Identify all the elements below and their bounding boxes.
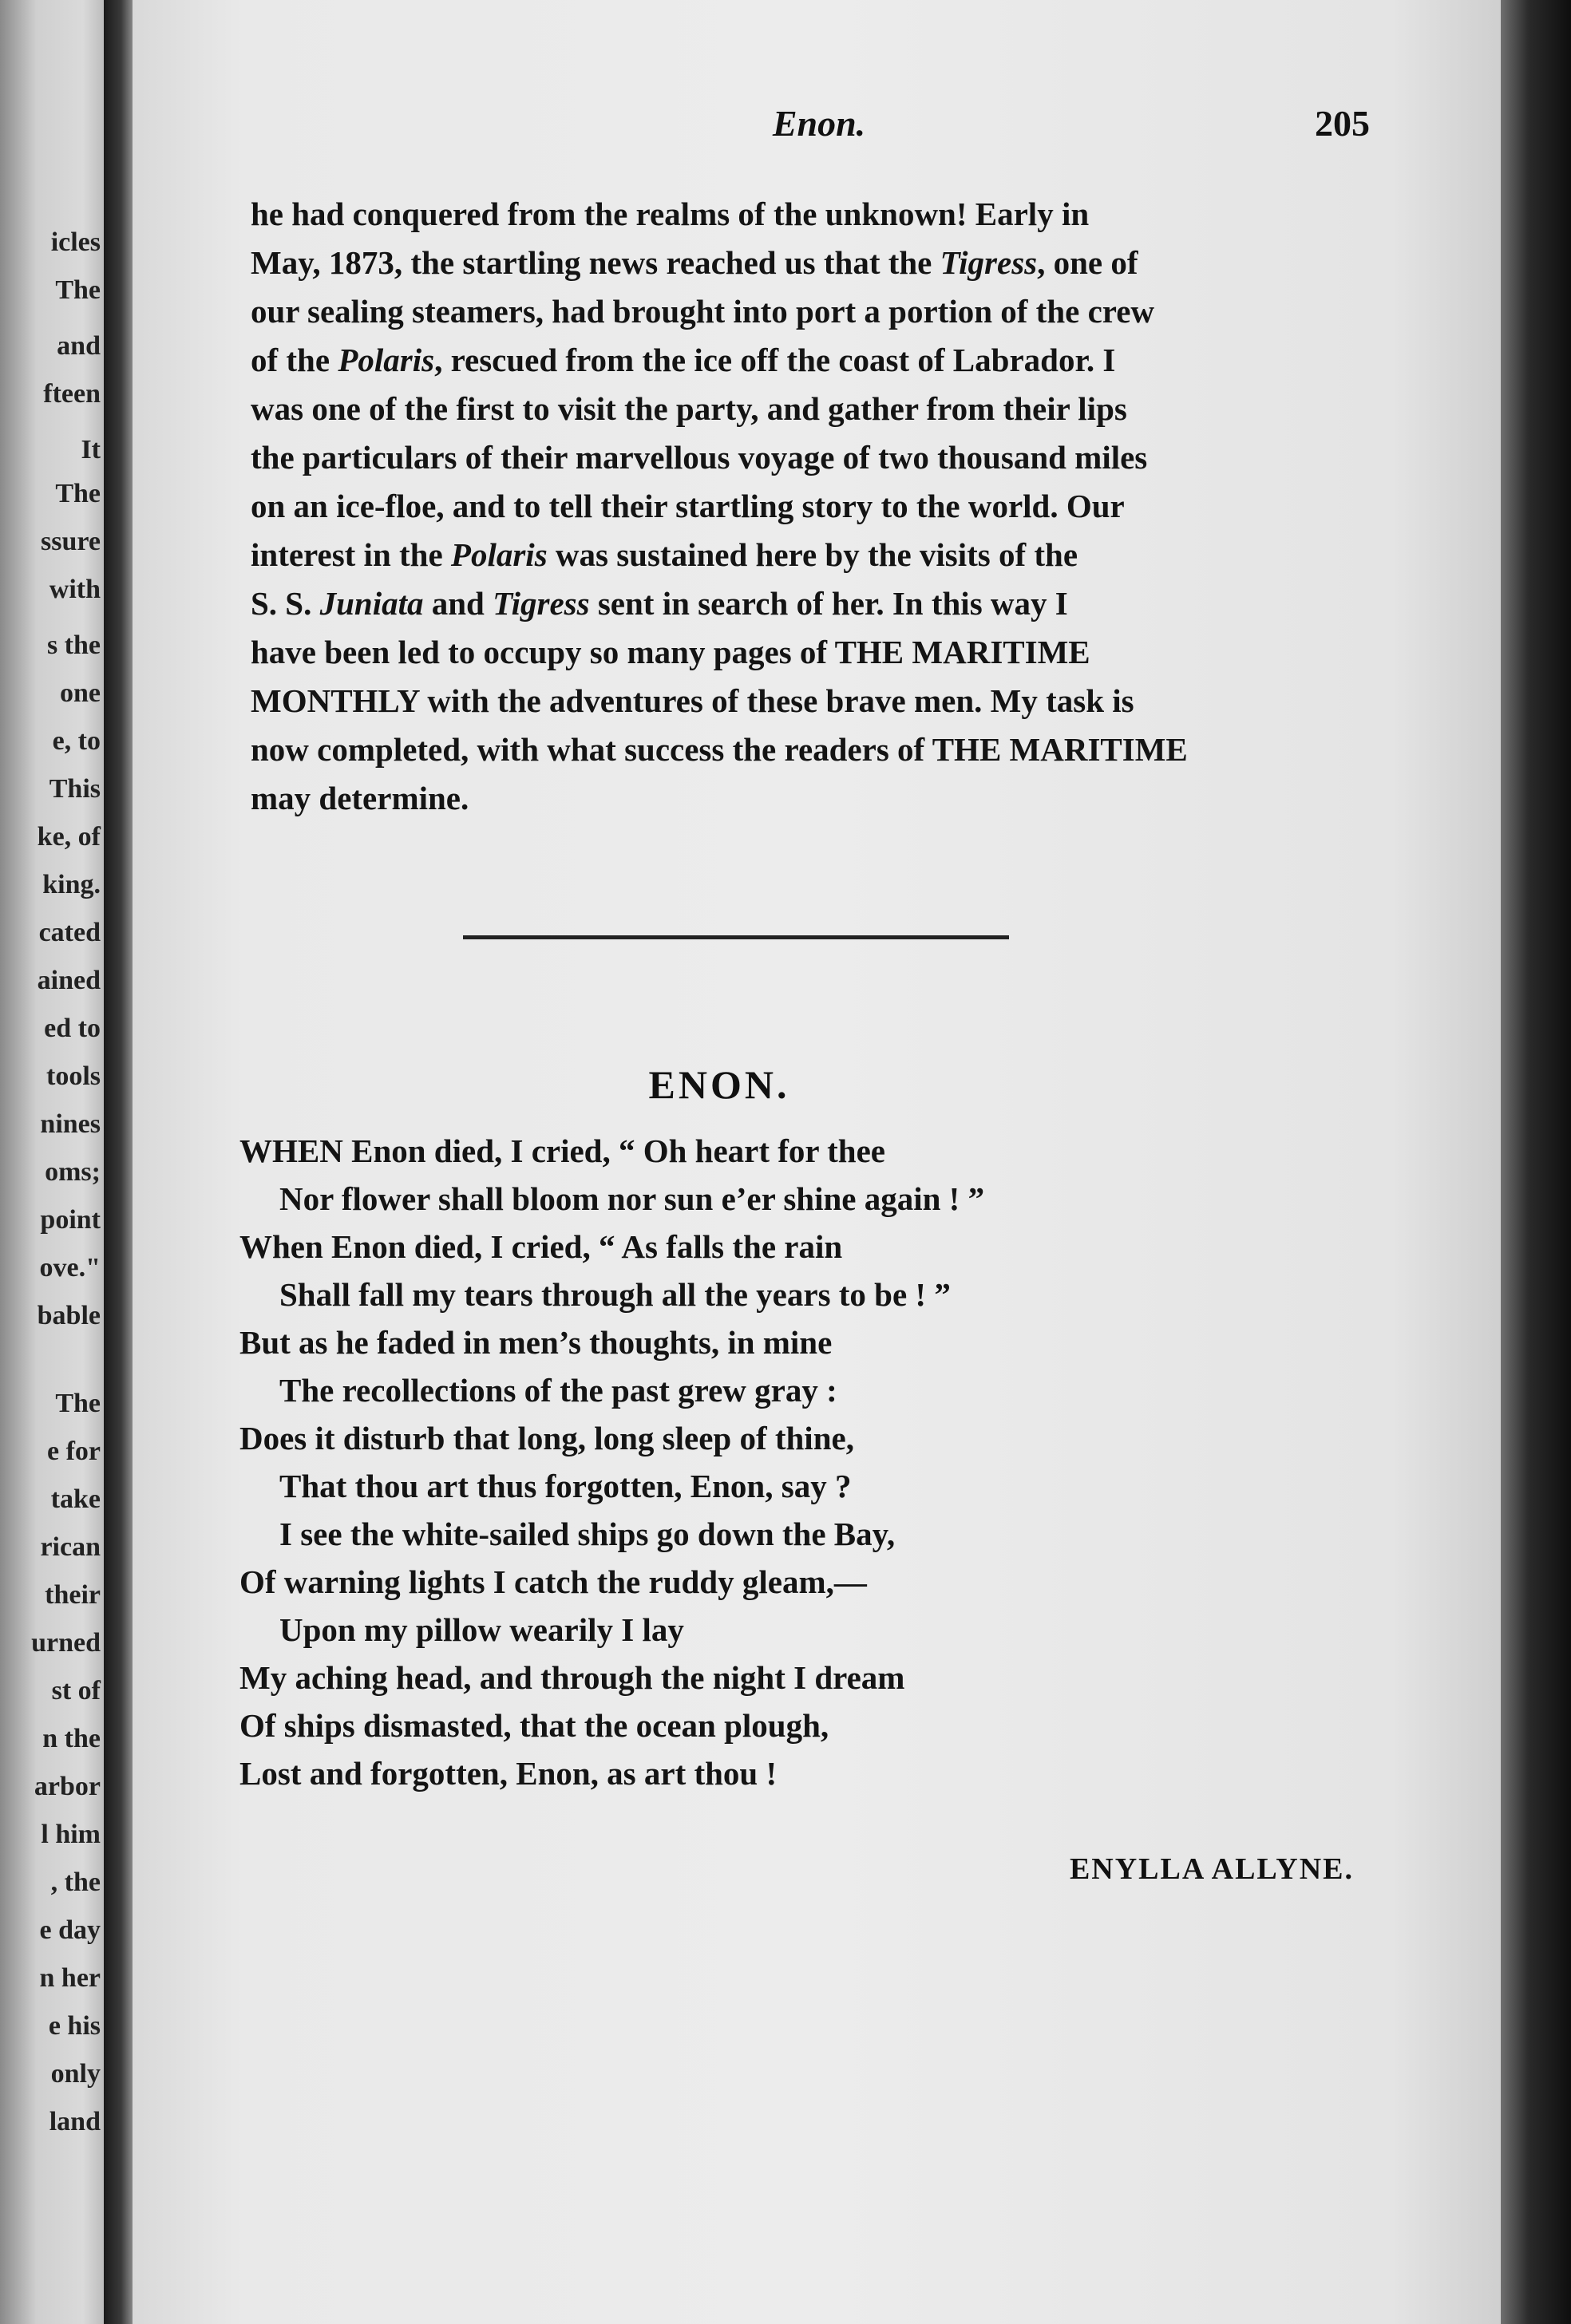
prose-line: was one of the first to visit the party, and gather from their lips bbox=[251, 390, 1127, 427]
adjacent-page-text-fragment: n her bbox=[39, 1963, 101, 1993]
poem-line: Nor flower shall bloom nor sun e’er shine again ! ” bbox=[279, 1180, 985, 1217]
prose-line: may determine. bbox=[251, 780, 469, 816]
poem-line: Does it disturb that long, long sleep of thine, bbox=[239, 1420, 854, 1456]
adjacent-page-text-fragment: e his bbox=[48, 2011, 101, 2041]
adjacent-page-text-fragment: e for bbox=[46, 1437, 101, 1466]
adjacent-page-text-fragment: and bbox=[57, 331, 101, 361]
adjacent-page-text-fragment: bable bbox=[37, 1301, 101, 1330]
adjacent-page-text-fragment: s the bbox=[46, 630, 101, 660]
poem-line: The recollections of the past grew gray : bbox=[279, 1372, 837, 1409]
prose-line: have been led to occupy so many pages of THE MARITIME bbox=[251, 634, 1090, 670]
prose-line: May, 1873, the startling news reached us that the Tigress, one of bbox=[251, 244, 1138, 281]
adjacent-page-text-fragment: The bbox=[55, 1389, 101, 1418]
prose-line: interest in the Polaris was sustained here by the visits of the bbox=[251, 536, 1078, 573]
adjacent-page-text-fragment: tools bbox=[46, 1061, 101, 1091]
adjacent-page-text-fragment: take bbox=[50, 1484, 101, 1514]
section-divider-rule bbox=[463, 935, 1009, 939]
adjacent-page-text-fragment: arbor bbox=[34, 1772, 101, 1801]
prose-line: of the Polaris, rescued from the ice off the coast of Labrador. I bbox=[251, 342, 1116, 378]
prose-line: S. S. Juniata and Tigress sent in search of her. In this way I bbox=[251, 585, 1068, 622]
adjacent-page-text-fragment: ove." bbox=[39, 1253, 101, 1283]
adjacent-page-text-fragment: ssure bbox=[41, 527, 101, 556]
running-title: Enon. bbox=[772, 103, 866, 144]
adjacent-page-text-fragment: point bbox=[40, 1205, 101, 1235]
prose-line: our sealing steamers, had brought into port a portion of the crew bbox=[251, 293, 1155, 330]
adjacent-page-text-fragment: rican bbox=[40, 1532, 101, 1562]
adjacent-page-text-fragment: nines bbox=[40, 1109, 101, 1139]
poem-line: Of warning lights I catch the ruddy gleam,— bbox=[239, 1563, 867, 1600]
adjacent-page-text-fragment: l him bbox=[41, 1820, 101, 1849]
adjacent-page-text-fragment: e, to bbox=[52, 726, 101, 756]
adjacent-page-text-fragment: The bbox=[55, 479, 101, 508]
adjacent-page-text-fragment: n the bbox=[42, 1724, 101, 1753]
poem-title: ENON. bbox=[648, 1062, 790, 1107]
adjacent-page-text-fragment: their bbox=[45, 1580, 101, 1610]
adjacent-page-text-fragment: only bbox=[50, 2059, 101, 2089]
poem-signature: ENYLLA ALLYNE. bbox=[1069, 1852, 1354, 1886]
poem-line: When Enon died, I cried, “ As falls the rain bbox=[239, 1228, 843, 1265]
poem-line: That thou art thus forgotten, Enon, say ? bbox=[279, 1468, 852, 1504]
poem-line: Of ships dismasted, that the ocean plough, bbox=[239, 1707, 829, 1744]
prose-line: he had conquered from the realms of the unknown! Early in bbox=[251, 196, 1090, 232]
poem-line: My aching head, and through the night I dream bbox=[239, 1659, 905, 1696]
adjacent-page-text-fragment: st of bbox=[51, 1676, 101, 1705]
poem-line: WHEN Enon died, I cried, “ Oh heart for thee bbox=[239, 1132, 885, 1169]
poem-line: But as he faded in men’s thoughts, in mine bbox=[239, 1324, 833, 1361]
adjacent-page-text-fragment: e day bbox=[39, 1915, 101, 1945]
page-number: 205 bbox=[1315, 103, 1370, 144]
adjacent-page-text-fragment: fteen bbox=[43, 379, 101, 409]
adjacent-page-strip bbox=[0, 0, 104, 2324]
prose-line: now completed, with what success the readers of THE MARITIME bbox=[251, 731, 1188, 768]
poem-line: I see the white-sailed ships go down the Bay, bbox=[279, 1516, 896, 1552]
adjacent-page-text-fragment: ke, of bbox=[37, 822, 101, 852]
adjacent-page-text-fragment: It bbox=[81, 435, 101, 464]
adjacent-page-text-fragment: land bbox=[49, 2107, 101, 2136]
prose-line: on an ice-floe, and to tell their startling story to the world. Our bbox=[251, 488, 1125, 524]
adjacent-page-text-fragment: The bbox=[55, 275, 101, 305]
book-binding-edge bbox=[1501, 0, 1571, 2324]
adjacent-page-text-fragment: cated bbox=[38, 918, 101, 947]
adjacent-page-text-fragment: ained bbox=[37, 966, 101, 995]
adjacent-page-text-fragment: oms; bbox=[45, 1157, 101, 1187]
adjacent-page-text-fragment: urned bbox=[31, 1628, 101, 1658]
adjacent-page-text-fragment: , the bbox=[50, 1868, 101, 1897]
page-gutter bbox=[104, 0, 133, 2324]
adjacent-page-text-fragment: icles bbox=[50, 227, 101, 257]
prose-line: MONTHLY with the adventures of these brave men. My task is bbox=[251, 682, 1134, 719]
poem-line: Upon my pillow wearily I lay bbox=[279, 1611, 684, 1648]
adjacent-page-text-fragment: with bbox=[49, 575, 101, 604]
adjacent-page-text-fragment: one bbox=[60, 678, 101, 708]
prose-line: the particulars of their marvellous voyage of two thousand miles bbox=[251, 439, 1148, 476]
adjacent-page-text-fragment: ed to bbox=[44, 1014, 101, 1043]
book-page bbox=[133, 0, 1501, 2324]
adjacent-page-text-fragment: This bbox=[49, 774, 101, 804]
adjacent-page-text-fragment: king. bbox=[42, 870, 101, 899]
poem-line: Shall fall my tears through all the years to be ! ” bbox=[279, 1276, 951, 1313]
poem-line: Lost and forgotten, Enon, as art thou ! bbox=[239, 1755, 778, 1792]
